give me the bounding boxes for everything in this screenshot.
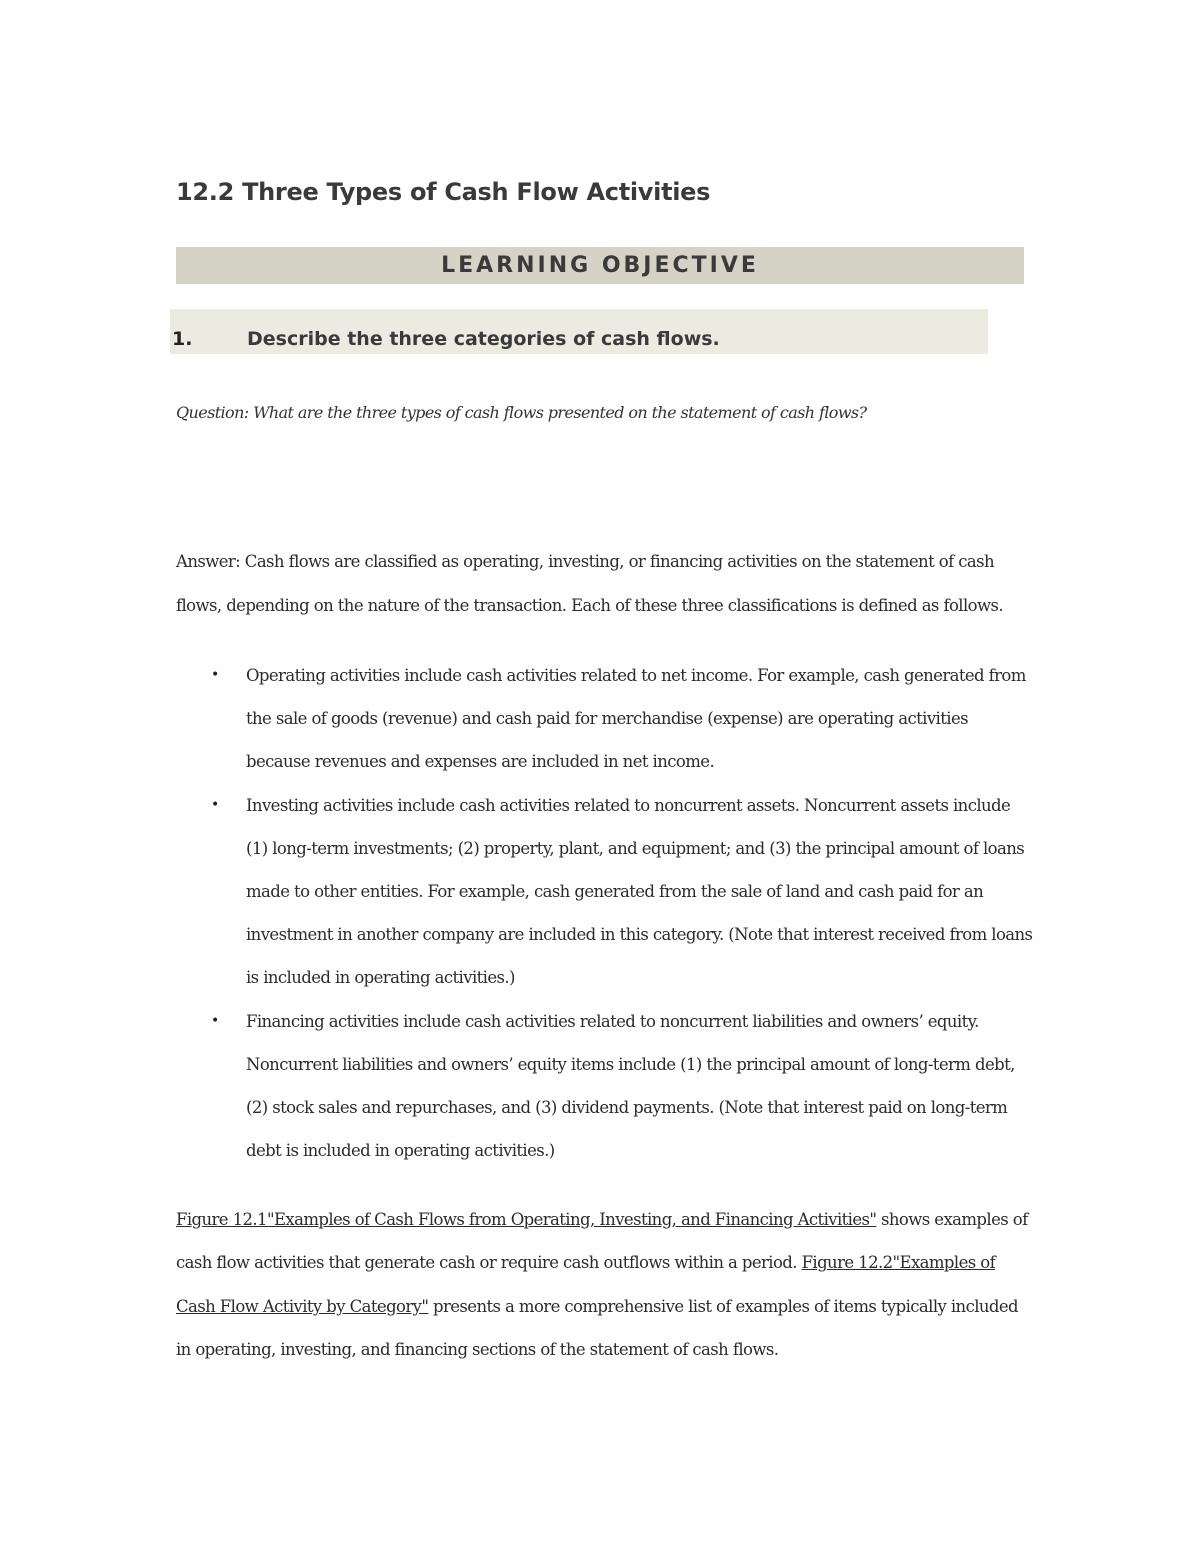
list-item-text: Financing activities include cash activities related to noncurrent liabilities and owners’ equity. Noncurrent liabilities and owners’ equity items include (1) the principal amount of long-term debt, (2) stock sales and repurchases, and (3) dividend payments. (Note that interest paid on long-term debt is included in operating activities.) — [246, 1011, 1015, 1161]
learning-objective-item — [170, 309, 988, 354]
closing-text-1: shows examples of cash flow activities that generate cash or require cash outflows within a period. — [176, 1210, 1028, 1273]
question-text: Question: What are the three types of cash flows presented on the statement of cash flows? — [176, 403, 867, 422]
closing-text-2: presents a more comprehensive list of examples of items typically included in operating, investing, and financing sections of the statement of cash flows. — [176, 1296, 1019, 1360]
list-item-operating — [211, 654, 1036, 784]
list-item-financing — [211, 1000, 1036, 1173]
section-title: 12.2 Three Types of Cash Flow Activities — [176, 178, 711, 206]
list-item-investing — [211, 784, 1036, 1000]
answer-paragraph: Answer: Cash flows are classified as operating, investing, or financing activities on the statement of cash flows, depending on the nature of the transaction. Each of these three classifications is defined as follows. — [176, 552, 1004, 615]
list-item-text: Investing activities include cash activities related to noncurrent assets. Noncurrent assets include (1) long-term investments; (2) property, plant, and equipment; and (3) the principal amount of loans made to other entities. For example, cash generated from the sale of land and cash paid for an investment in another company are included in this category. (Note that interest received from loans is included in operating activities.) — [246, 795, 1033, 988]
figure-12-1-link[interactable]: Figure 12.1"Examples of Cash Flows from Operating, Investing, and Financing Activities" — [176, 1210, 877, 1229]
bullet-icon: • — [211, 796, 219, 813]
bullet-icon: • — [211, 667, 219, 683]
objective-number: 1. — [172, 328, 193, 350]
bullet-icon: • — [211, 1012, 219, 1029]
figure-12-2-link[interactable]: Figure 12.2"Examples of Cash Flow Activity by Category" — [176, 1253, 996, 1316]
list-item-text: Operating activities include cash activities related to net income. For example, cash generated from the sale of goods (revenue) and cash paid for merchandise (expense) are operating activities because revenues and expenses are included in net income. — [246, 666, 1026, 772]
closing-paragraph — [176, 1198, 1036, 1372]
activity-list — [211, 654, 1036, 1172]
objective-text: Describe the three categories of cash flows. — [247, 328, 720, 350]
learning-objective-banner — [176, 247, 1024, 284]
learning-objective-heading: LEARNING OBJECTIVE — [441, 253, 759, 278]
